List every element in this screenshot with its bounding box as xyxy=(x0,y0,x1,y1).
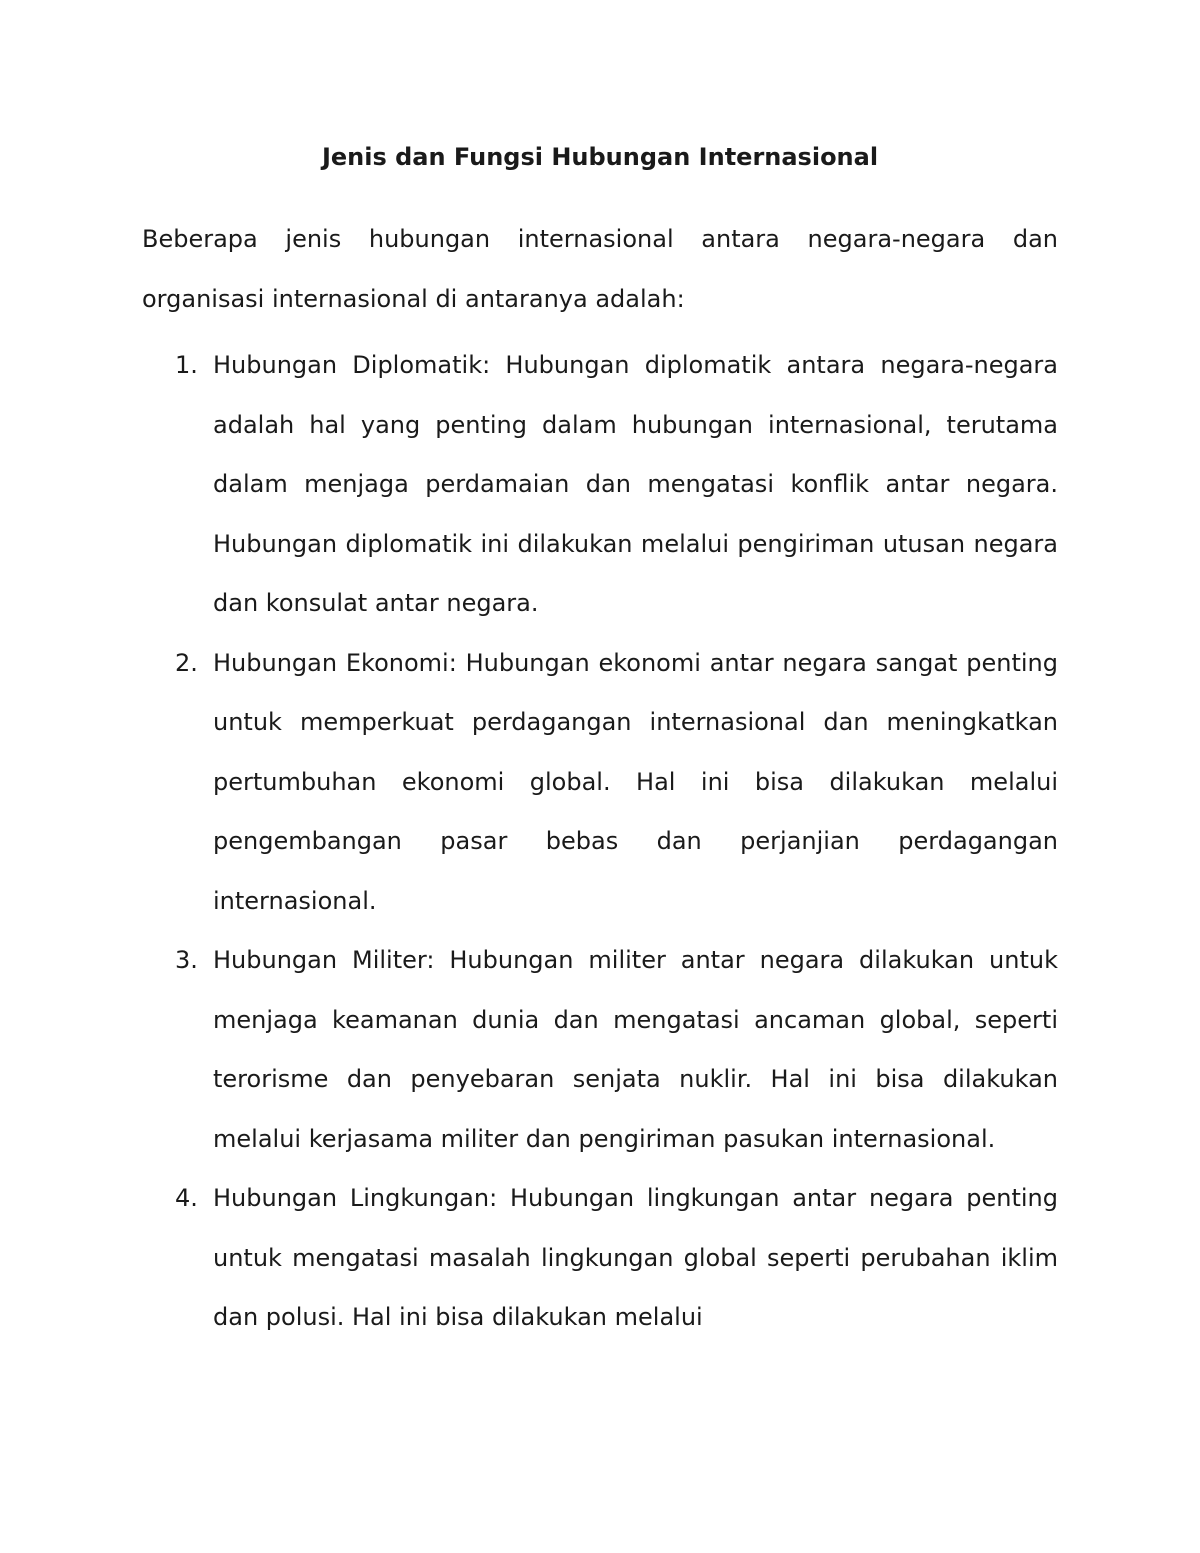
list-item-number: 3. xyxy=(175,946,198,974)
intro-paragraph: Beberapa jenis hubungan internasional antara negara-negara dan organisasi internasional di antaranya adalah: xyxy=(142,225,1058,313)
document-title: Jenis dan Fungsi Hubungan Internasional xyxy=(321,143,879,171)
list-item xyxy=(142,634,1058,932)
list-item-number: 4. xyxy=(175,1184,198,1212)
list-item xyxy=(142,336,1058,634)
list-item-text: Hubungan Ekonomi: Hubungan ekonomi antar negara sangat penting untuk memperkuat perdagangan internasional dan meningkatkan pertumbuhan ekonomi global. Hal ini bisa dilakukan melalui pengembangan pasar bebas dan perjanjian perdagangan internasional. xyxy=(213,648,1058,915)
list-item-text: Hubungan Militer: Hubungan militer antar negara dilakukan untuk menjaga keamanan dunia dan mengatasi ancaman global, seperti terorisme dan penyebaran senjata nuklir. Hal ini bisa dilakukan melalui kerjasama militer dan pengiriman pasukan internasional. xyxy=(213,946,1058,1153)
list-item-text: Hubungan Lingkungan: Hubungan lingkungan antar negara penting untuk mengatasi masalah lingkungan global seperti perubahan iklim dan polusi. Hal ini bisa dilakukan melalui xyxy=(213,1184,1058,1331)
relations-list xyxy=(142,336,1058,1348)
list-item-number: 2. xyxy=(175,648,198,677)
list-item-number: 1. xyxy=(175,351,198,379)
list-item xyxy=(142,931,1058,1169)
list-item xyxy=(142,1169,1058,1348)
list-item-text: Hubungan Diplomatik: Hubungan diplomatik antara negara-negara adalah hal yang penting dalam hubungan internasional, terutama dalam menjaga perdamaian dan mengatasi konflik antar negara. Hubungan diplomatik ini dilakukan melalui pengiriman utusan negara dan konsulat antar negara. xyxy=(213,351,1058,617)
